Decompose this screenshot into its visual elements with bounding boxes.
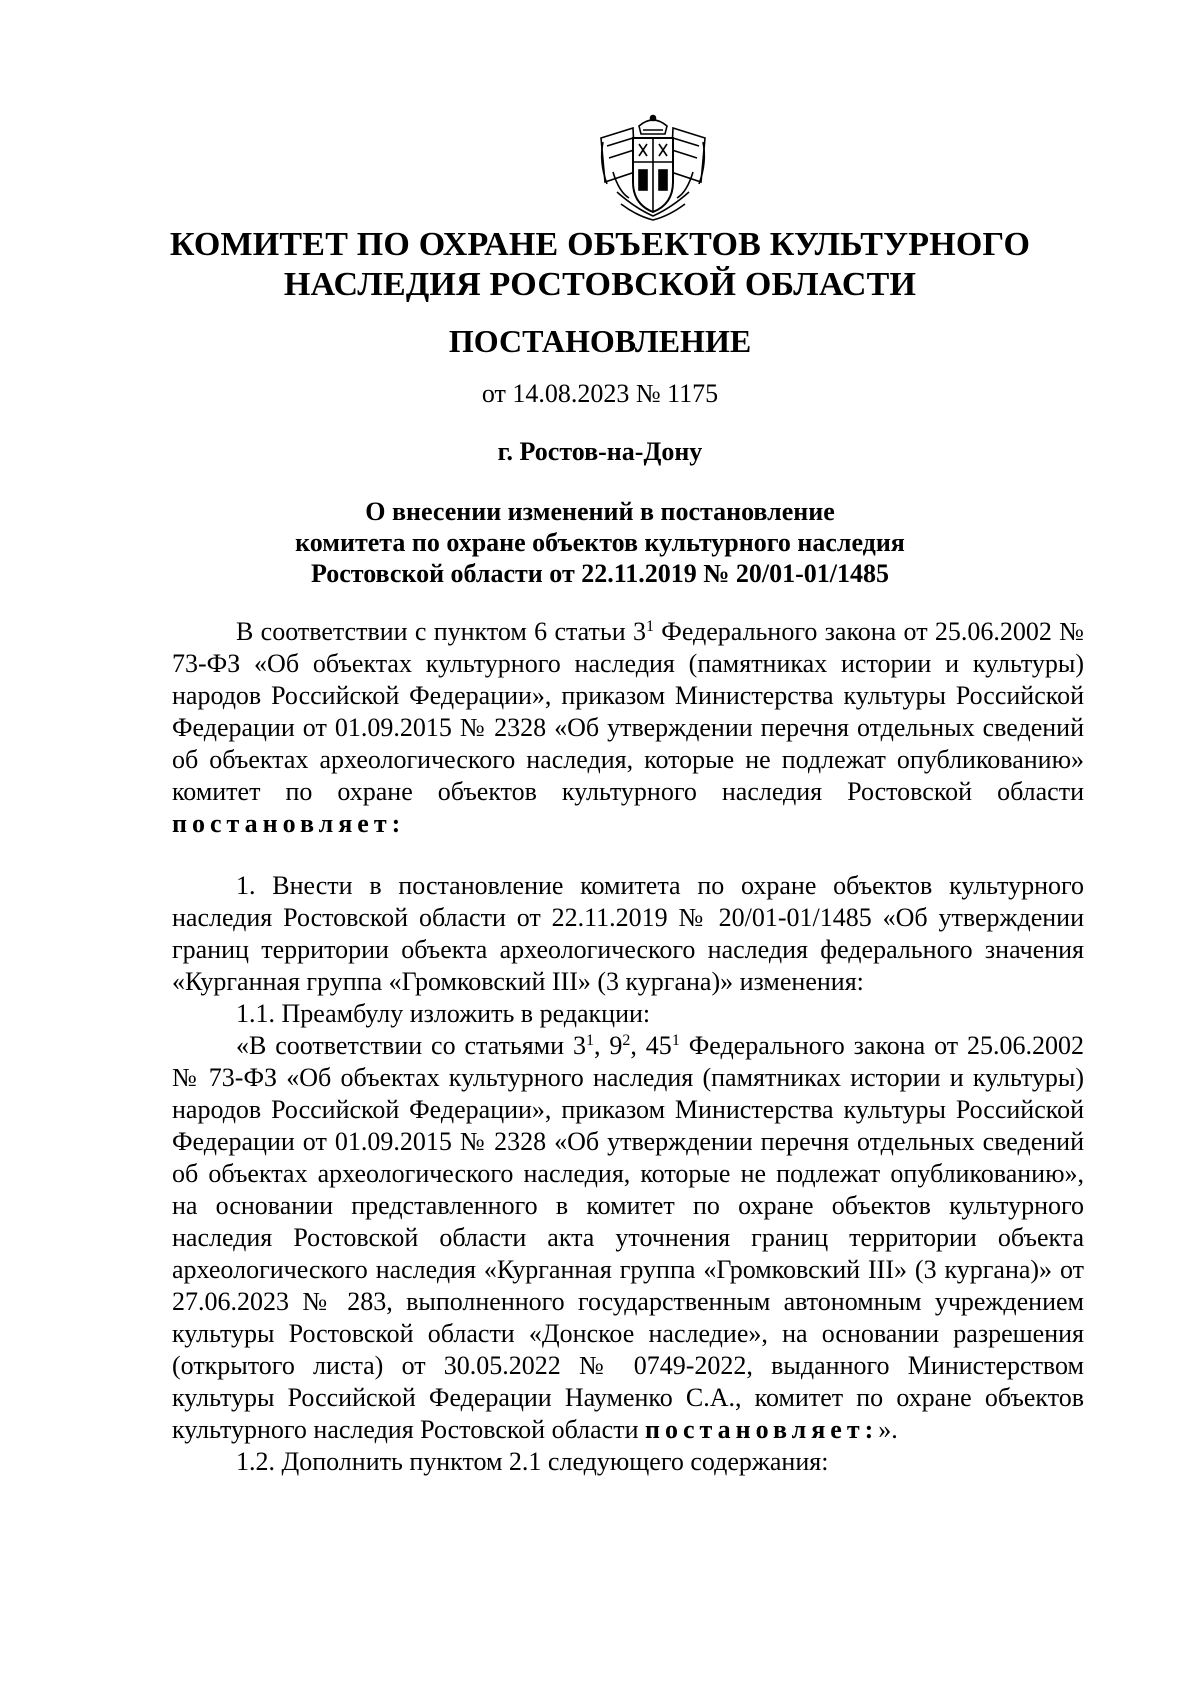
item-1: 1. Внести в постановление комитета по охране объектов культурного наследия Ростовской области от 22.11.2019 № 20/01-01/1485 «Об утверждении границ территории объекта археологического наследия федерального значения «Курганная группа «Громковский III» (3 кургана)» изменения: [172,871,1084,996]
document-type: ПОСТАНОВЛЕНИЕ [448,323,752,359]
item-1-1-quote [172,1030,1084,1446]
preamble-paragraph [172,616,1084,840]
preamble-text-2: Федерального закона от 25.06.2002 № 73-ФЗ «Об объектах культурного наследия (памятниках истории и культуры) народов Российской Федерации», приказом Министерства культуры Российской Федерации от 01.09.2015 № 2328 «Об утверждении перечня отдельных сведений об объектах археологического наследия, которые не подлежат опубликованию» комитет по охране объектов культурного наследия Ростовской области [172,617,1084,806]
quote-resolves: постановляет: [645,1415,879,1444]
organization-name-line1: КОМИТЕТ ПО ОХРАНЕ ОБЪЕКТОВ КУЛЬТУРНОГО [169,226,1031,263]
quote-superscript-3: 1 [671,1032,680,1049]
preamble-text-1: В соответствии с пунктом 6 статьи 3 [236,617,646,646]
quote-text-4: Федерального закона от 25.06.2002 № 73-ФЗ «Об объектах культурного наследия (памятниках истории и культуры) народов Российской Федерации», приказом Министерства культуры Российской Федерации от 01.09.2015 № 2328 «Об утверждении перечня отдельных сведений об объектах археологического наследия, которые не подлежат опубликованию», на основании представленного в комитет по охране объектов культурного наследия Ростовской области акта уточнения границ территории объекта археологического наследия «Курганная группа «Громковский III» (3 кургана)» от 27.06.2023 № 283, выполненного государственным автономным учреждением культуры Ростовской области «Донское наследие», на основании разрешения (открытого листа) от 30.05.2022 № 0749-2022, выданного Министерством культуры Российской Федерации Науменко С.А., комитет по охране объектов культурного наследия Ростовской области [172,1031,1085,1444]
quote-text-1: «В соответствии со статьями 3 [236,1031,586,1060]
subject-line2: комитета по охране объектов культурного наследия [295,528,905,557]
quote-superscript-1: 1 [586,1032,594,1049]
quote-end: ». [878,1415,898,1444]
subject-line3: Ростовской области от 22.11.2019 № 20/01-01/1485 [310,559,890,588]
organization-name [120,225,1080,305]
quote-text-3: , 45 [630,1031,672,1060]
preamble-superscript: 1 [645,618,654,635]
organization-name-line2: НАСЛЕДИЯ РОСТОВСКОЙ ОБЛАСТИ [283,266,917,303]
item-1-2: 1.2. Дополнить пунктом 2.1 следующего содержания: [236,1447,829,1476]
quote-text-2: , 9 [594,1031,623,1060]
document-city: г. Ростов-на-Дону [497,437,703,466]
rostov-oblast-coat-of-arms-icon [593,112,713,224]
item-1-1: 1.1. Преамбулу изложить в редакции: [236,999,651,1028]
subject-line1: О внесении изменений в постановление [365,497,835,526]
document-date-number: от 14.08.2023 № 1175 [481,379,719,408]
preamble-resolves: постановляет: [172,809,406,838]
document-body [172,616,1084,1478]
quote-superscript-2: 2 [622,1032,631,1049]
document-subject [120,496,1080,589]
